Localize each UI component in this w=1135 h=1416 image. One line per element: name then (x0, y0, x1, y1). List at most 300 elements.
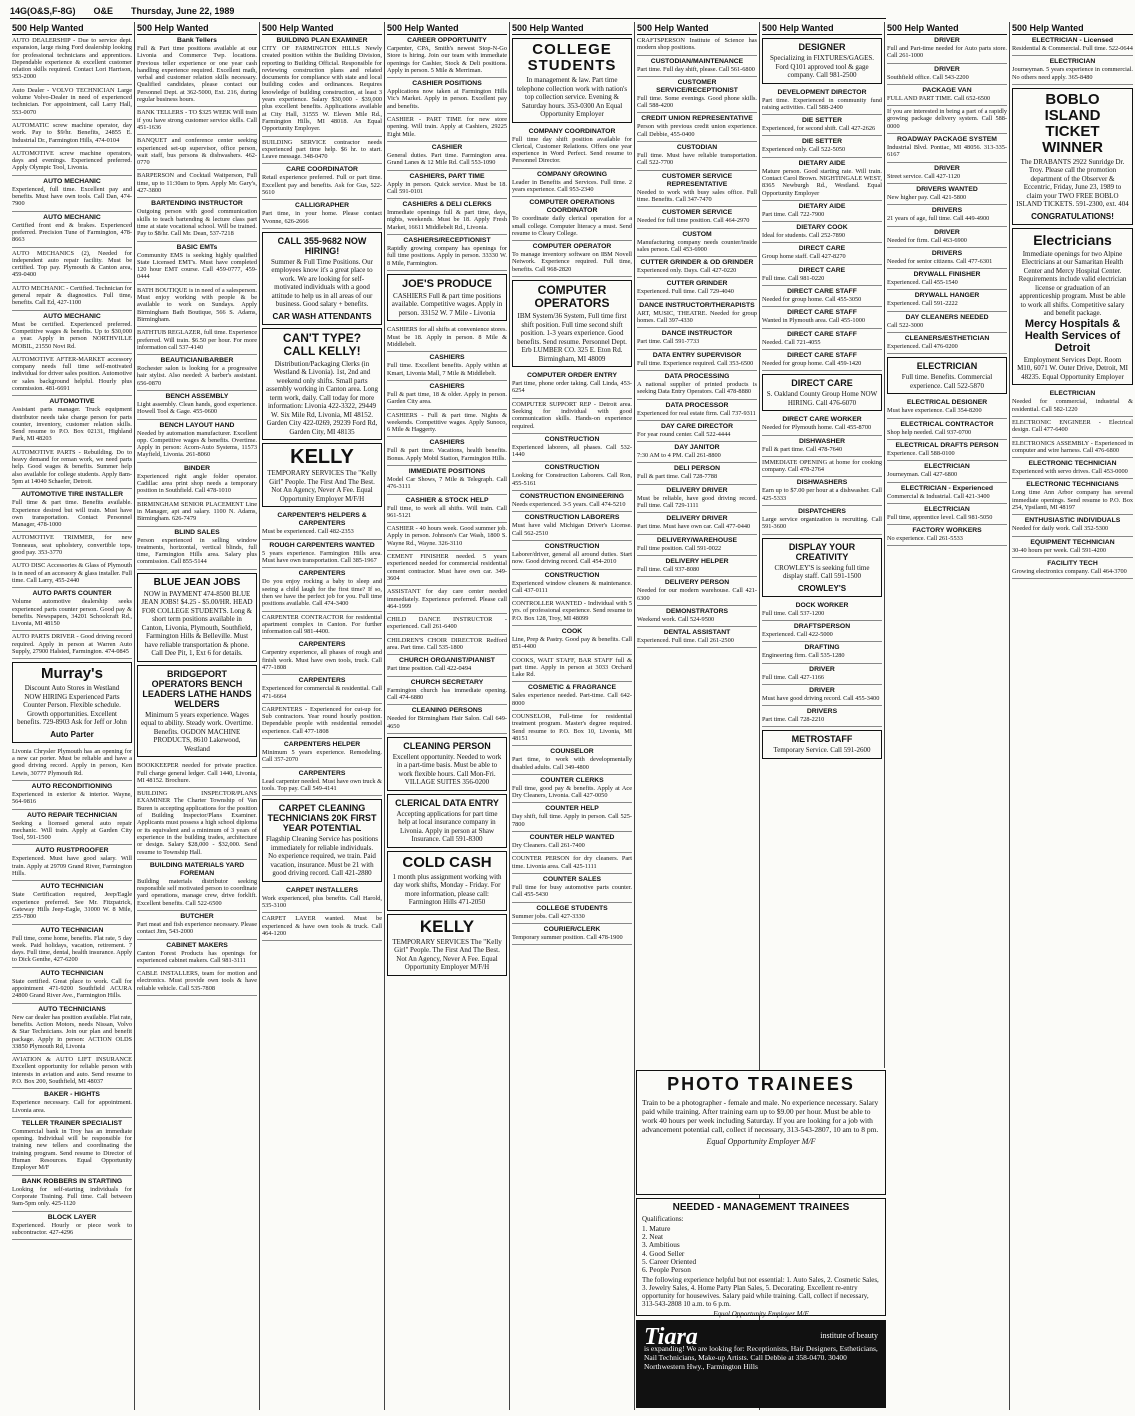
ad-text: Do you enjoy rocking a baby to sleep and seeing a child laugh for the first time? If so, then we have the perfect job for you. Full time positions available. Call 474-3400 (262, 578, 382, 608)
ad-text: Experienced window cleaners & maintenance. Call 437-0111 (512, 579, 632, 594)
ad-title: DRIVERS (931, 249, 963, 257)
classified-ad (137, 940, 257, 969)
classified-ad (12, 631, 132, 659)
classified-ad (762, 457, 882, 478)
ad-text: Needed for commercial, industrial & residential. Call 582-1220 (1012, 398, 1133, 413)
ad-title: AUTO MECHANIC (43, 312, 101, 320)
display-ad (387, 851, 507, 911)
classified-ad (137, 463, 257, 499)
paper-name: O&E (93, 6, 114, 16)
qualification-item: 2. Neat (642, 1232, 664, 1242)
classified-ad (262, 510, 382, 539)
display-ad-body: IBM System/36 System, Full time first shift position. Full time second shift position. 1-3 years experience. Good benefits. Send resume. Personnel Dept. Erb LUMBER CO. 325 E. Eton Rd. Birmingham, MI 48009 (517, 312, 627, 363)
display-ad-title: CLERICAL DATA ENTRY (395, 797, 499, 808)
ad-text: AUTOMOTIVE screw machine operators, days and evenings. Experienced preferred. Apply Olympic Tool, Livonia. (12, 149, 132, 172)
management-trainees-footer: Equal Opportunity Employer M/F (713, 1310, 809, 1319)
ad-title: AUTO TECHNICIAN (40, 883, 104, 891)
classified-ad (387, 381, 507, 410)
ad-text: Experienced. Call 591-2222 (887, 300, 958, 308)
classified-ad (262, 675, 382, 704)
classified-ad (137, 327, 257, 355)
classified-ad (387, 410, 507, 438)
classified-ad (887, 483, 1007, 504)
ad-text: Looking for Construction Laborers. Call Ron, 455-5161 (512, 472, 632, 487)
ad-text: BUILDING SERVICE contractor needs experienced part time help. $6 hr. to start. Leave message. 348-0470 (262, 138, 382, 161)
ad-text: CHILDREN'S CHOIR DIRECTOR Redford area. Part time. Call 535-1800 (387, 636, 507, 652)
ad-text: FULL AND PART TIME. Call 652-6500 (887, 94, 991, 102)
classified-ad (637, 556, 757, 577)
ad-text: Call 522-3000 (887, 321, 924, 329)
column-heading: 500 Help Wanted (137, 22, 257, 35)
classified-ad (512, 491, 632, 512)
classified-ad (12, 532, 132, 560)
ad-title: ELECTRICIAN (1049, 390, 1096, 398)
ad-title: AUTO REPAIR TECHNICIAN (27, 811, 117, 819)
ad-title: DELIVERY/WAREHOUSE (656, 536, 738, 544)
ad-text: CASHIER - PART TIME for new store opening. Will train. Apply at Cashiers, 29225 Eight Mile. (387, 116, 507, 138)
ad-text: Full time. Call 937-8080 (637, 565, 700, 573)
classified-ad (387, 635, 507, 656)
ad-title: DAY JANITOR (674, 444, 720, 452)
ad-title: ROUGH CARPENTERS WANTED (269, 541, 375, 549)
qualification-item: 6. People Person (642, 1265, 691, 1275)
ad-text: For year round center. Call 522-4444 (637, 430, 731, 438)
ad-title: COMPANY COORDINATOR (528, 127, 616, 135)
classified-ad (12, 1118, 132, 1176)
ad-title: CONSTRUCTION ENGINEERING (519, 493, 625, 501)
classified-ad (887, 333, 1007, 354)
ad-title: BENCH LAYOUT HAND (159, 421, 235, 429)
classified-ad (887, 312, 1007, 333)
classified-ad (387, 437, 507, 466)
ad-title: DIE SETTER (801, 138, 843, 146)
ad-text: CASHIER - 40 hours week. Good summer job. Apply in person. Johnson's Car Wash, 1800 S. Wayne Rd., Wayne. 326-3110 (387, 525, 507, 547)
classified-ad (387, 495, 507, 524)
ad-text: Experience necessary. Call for appointment. Livonia area. (12, 1099, 132, 1114)
ad-title: ELECTRICIAN (924, 463, 970, 471)
classified-ad (887, 461, 1007, 482)
ad-title: CUSTOMER SERVICE REPRESENTATIVE (661, 172, 733, 188)
ad-text: Must be experienced. Call 482-2353 (262, 528, 354, 536)
ad-text: CARPENTERS - Experienced for cut-up for. Sub contractors. Year round hourly position. Dependable people with residential remodel experience. Call 477-1808 (262, 705, 382, 735)
ad-title: CARE COORDINATOR (286, 166, 358, 174)
ad-text: Full time. Some evenings. Good phone skills. Call 588-4200 (637, 94, 757, 110)
display-ad-title: KELLY (290, 446, 354, 469)
ad-text: State certified. Great place to work. Call for appointment 471-9200 Southfield ACURA 24800 Grand River Ave., Farmington Hills. (12, 977, 132, 1000)
classified-ad (1012, 56, 1133, 85)
ad-title: BEAUTICIAN/BARBER (160, 357, 234, 365)
ad-title: ROADWAY PACKAGE SYSTEM (897, 136, 997, 144)
ad-text: Part time, to work with developmentally disabled adults. Call 349-4800 (512, 756, 632, 771)
classified-ad (512, 541, 632, 570)
ad-text: Southfield office. Call 543-2200 (887, 73, 969, 81)
ad-title: DEVELOPMENT DIRECTOR (777, 88, 867, 96)
mercy-title: Mercy Hospitals & Health Services of Detroit (1024, 317, 1121, 354)
classified-ad (12, 1004, 132, 1054)
ad-text: COUNTER PERSON for dry cleaners. Part time. Livonia area. Call 425-1111 (512, 855, 632, 870)
classified-ad (762, 436, 882, 457)
ad-text: ELECTRONIC ENGINEER - Electrical design. Call 477-6400 (1012, 418, 1133, 434)
classified-ad (12, 396, 132, 446)
classified-ad (12, 35, 132, 85)
ad-text: CASHIERS - Full & part time. Nights & weekends. Competitive wages. Apply Sunoco, 6 Mile & Haggerty. (387, 411, 507, 434)
ad-text: AUTO MECHANIC - Certified. Technician for general repair & diagnostics. Full time, benefits. Call Ed, 427-1100 (12, 284, 132, 307)
classified-ad (512, 126, 632, 169)
ad-text: BARPERSON and Cocktail Waitperson, Full time, up to 11:30am to 9pm. Apply Mr. Gary's, 427-3800 (137, 172, 257, 195)
classified-ad (12, 248, 132, 283)
classified-ad (12, 354, 132, 396)
ad-text: To manage inventory software on IBM Novell Network. Experience required. Full time, benefits. Call 968-2820 (512, 251, 632, 273)
display-ad (762, 730, 882, 759)
classified-ad (387, 586, 507, 614)
ad-text: Must be reliable, have good driving record. Full time. Call 729-1111 (637, 494, 757, 510)
ad-text: Needed for Plymouth home. Call 455-8700 (762, 424, 872, 432)
classified-ad (12, 1176, 132, 1212)
display-ad (387, 914, 507, 976)
classified-ad (637, 371, 757, 400)
column-heading: 500 Help Wanted (762, 22, 882, 35)
classified-ad (637, 627, 757, 648)
ad-text: Part time. Call 591-7733 (637, 338, 700, 346)
display-ad-title: COMPUTER OPERATORS (534, 283, 610, 311)
classified-ad (512, 370, 632, 399)
ad-text: BATHTUB REGLAZER, full time. Experience preferred. Will train. $6.50 per hour. For more information call 537-4140 (137, 329, 257, 351)
classified-ad (1012, 537, 1133, 558)
classified-ad (762, 286, 882, 307)
ad-title: DIRECT CARE STAFF (787, 288, 857, 296)
display-ad-title: ELECTRICIAN (916, 361, 978, 372)
display-ad-title: CARPET CLEANING TECHNICIANS 20K FIRST YEAR POTENTIAL (267, 803, 377, 834)
display-ad-title: CALL 355-9682 NOW HIRING! (277, 235, 367, 256)
ad-text: Experienced laborers, all phases. Call 532-1440 (512, 443, 632, 459)
ad-title: DRIVERS (806, 708, 838, 716)
classified-ad (137, 499, 257, 527)
ad-text: Needed for Birmingham Hair Salon. Call 649-4650 (387, 715, 507, 730)
ad-title: CARPENTER'S HELPERS & CARPENTERS (277, 512, 367, 528)
ad-title: DANCE INSTRUCTOR (661, 330, 733, 338)
ad-text: Needed for group home. Call 455-3050 (762, 296, 862, 304)
ad-title: DIETARY AIDE (798, 159, 846, 167)
ad-text: Part time. Call 728-2210 (762, 716, 825, 724)
classified-ad (512, 169, 632, 198)
ad-text: Full time day shift position available for Clerical, Customer Relations. Offers one year experience in Word Perfect. Send resume to Personnel Director. (512, 135, 632, 165)
classified-ad (637, 77, 757, 114)
ad-text: Canton Forest Products has openings for experienced cabinet makers. Call 981-3111 (137, 949, 257, 964)
ad-title: DIRECT CARE STAFF (787, 309, 857, 317)
ad-title: CREDIT UNION REPRESENTATIVE (641, 115, 753, 123)
classified-ad (387, 142, 507, 171)
ad-text: BIRMINGHAM SENIOR PLACEMENT Line in Manager, apt and salary. 1100 N. Adams, Birmingham. 626-7479 (137, 500, 257, 523)
classified-ad (887, 269, 1007, 290)
classified-ad (637, 300, 757, 329)
classified-ad (387, 78, 507, 114)
ad-title: DATA PROCESSOR (665, 401, 729, 409)
classified-ad (387, 199, 507, 235)
ad-title: CONSTRUCTION (544, 542, 600, 550)
classified-ad (387, 614, 507, 635)
ad-title: COUNSELOR (550, 748, 594, 756)
ad-title: DIETARY AIDE (798, 202, 846, 210)
ad-text: New car dealer has position available. Flat rate, benefits. Action Motors, needs Nissan, Volvo & Star Technicians. Join our plan and benefit package. Apply in person: ACTION OLDS 33850 Plymouth Rd, Livonia (12, 1013, 132, 1050)
photo-trainees-body: Train to be a photographer - female and male. No experience necessary. Salary paid while training. After training earn up to $9.00 per hour. Must be able to work 40 hours per week including Saturday. If you are looking for a job with advancement potential call, collect if necessary, 313-543-2807, 10 am to 8 pm. (642, 1098, 879, 1134)
ad-title: DATA PROCESSING (664, 372, 730, 380)
classified-ad (1012, 438, 1133, 459)
ad-title: AUTO TECHNICIANS (38, 1005, 106, 1013)
classified-ad (512, 626, 632, 655)
ad-text: Street service. Call 427-1120 (887, 172, 961, 180)
ad-text: CITY OF FARMINGTON HILLS Newly created position within the Building Division, reporting to Building Official. Responsible for reviewing construction plans and related documents for compliance with state and local building codes and ordinances. Requires knowledge of building construction, at least 3 years experience. Salary $30,000 - $39,000 plus excellent benefits. Applications available at City Hall, 31555 W. Eleven Mile Rd., Farmington Hills, MI 48018. An Equal Opportunity Employer. (262, 45, 382, 133)
ad-title: IMMEDIATE POSITIONS (408, 468, 486, 475)
ad-title: DIRECT CARE (798, 266, 846, 274)
classified-ad (762, 600, 882, 621)
ad-title: DIRECT CARE STAFF (787, 351, 857, 359)
ad-text: Temporary summer position. Call 478-1900 (512, 933, 623, 941)
ad-text: Earn up to $7.00 per hour at a dishwasher. Call 425-5333 (762, 487, 882, 502)
display-ad-title: COLD CASH (402, 853, 492, 871)
ad-text: IMMEDIATE OPENING at home for cooking company. Call 478-2764 (762, 458, 882, 474)
ad-title: FACILITY TECH (1047, 559, 1098, 567)
ad-text: Journeyman. 5 years experience in commercial. No others need apply. 365-8480 (1012, 66, 1133, 81)
classified-ad (262, 137, 382, 165)
classified-ad (762, 621, 882, 642)
ad-title: CASHIERS (429, 439, 465, 447)
ad-title: AUTO PARTS COUNTER (32, 590, 112, 598)
ad-text: Needed for group home. Call 459-1420 (762, 359, 862, 367)
ad-text: CARPET LAYER wanted. Must be experienced & have own tools & truck. Call 464-1200 (262, 915, 382, 937)
ad-text: Full & part time. Call 728-7788 (637, 473, 718, 481)
ad-title: CASHIERS & DELI CLERKS (402, 201, 492, 209)
ad-title: DRAFTING (804, 644, 840, 652)
ad-title: CUSTODIAN/MAINTENANCE (650, 57, 744, 65)
ad-title: Bank Tellers (177, 37, 217, 44)
classified-ad (137, 170, 257, 198)
ad-text: 7:30 AM to 4 PM. Call 261-8800 (637, 452, 721, 460)
ad-title: CASHIER & STOCK HELP (405, 496, 489, 504)
classified-ad (762, 87, 882, 116)
display-ad-body: Minimum 5 years experience. Wages equal to ability. Steady work. Overtime. Benefits. OGDON MACHINE PRODUCTS, 8610 Lakewood, Westland (141, 710, 253, 753)
display-ad-body: CROWLEY'S is seeking full time display staff. Call 591-1500 (774, 563, 870, 581)
classified-ad (887, 504, 1007, 525)
ad-title: DIRECT CARE WORKER (782, 416, 862, 424)
ad-text: CHILD DANCE INSTRUCTOR - experienced. Call 261-6400 (387, 616, 507, 631)
ad-text: Full time. Call 427-1166 (762, 673, 825, 681)
classified-ad (512, 924, 632, 945)
ad-text: Farmington church has immediate opening. Call 474-6880 (387, 686, 507, 701)
classified-ad (762, 307, 882, 328)
ad-text: Group home staff. Call 427-8270 (762, 253, 846, 261)
classified-ad (1012, 35, 1133, 56)
classified-ad (637, 207, 757, 228)
ad-text: Seeking a licensed general auto repair mechanic. Will train. Apply at Garden City Tool, 591-1500 (12, 819, 132, 842)
ad-title: CARPET INSTALLERS (286, 886, 358, 894)
ad-text: Full time for busy automotive parts counter. Call 455-5430 (512, 883, 632, 899)
ad-title: DISHWASHERS (796, 479, 848, 487)
ad-text: Minimum 5 years experience. Remodeling. Call 357-2070 (262, 749, 382, 764)
display-ad-body: Temporary Service. Call 591-2600 (773, 746, 871, 755)
ad-text: BATH BOUTIQUE is in need of a salesperson. Must enjoy working with people & be available to work on Sundays. Apply Birmingham Bath Boutique, 566 S. Adams, Birmingham. (137, 286, 257, 323)
tiara-subtitle: institute of beauty (820, 1331, 878, 1340)
ad-title: CASHIERS (429, 382, 465, 390)
classified-ad (387, 171, 507, 200)
classified-ad (12, 1089, 132, 1118)
classified-ad (262, 35, 382, 137)
classified-ad (12, 781, 132, 810)
column-2 (135, 22, 260, 1410)
ad-text: Needed for full time position. Call 464-2970 (637, 217, 750, 225)
classified-ad (137, 35, 257, 107)
management-trainees-body: The following experience helpful but not essential: 1. Auto Sales, 2. Cosmetic Sales, 3. Jewelry Sales, 4. Home Party Plan Sales, 5. Decorating. Excellent re-entry opportunity for housewives. Salary paid while training. Call, collect if necessary, 313-543-2808 10 a.m. to 6 p.m. (642, 1276, 879, 1309)
classified-ad (512, 512, 632, 541)
classified-ad (887, 35, 1007, 64)
ad-text: Model Car Shows, 7 Mile & Telegraph. Call 476-3111 (387, 476, 507, 491)
classified-ad (12, 148, 132, 176)
ad-title: EQUIPMENT TECHNICIAN (1030, 538, 1115, 546)
classified-ad (12, 925, 132, 968)
ad-text: AUTOMATIC screw machine operator, day work. Pay to $9/hr. Benefits, 24855 E. Industrial Dr., Farmington Hills, 474-0104 (12, 121, 132, 144)
ad-title: CASHIER POSITIONS (412, 80, 482, 88)
ad-text: Needed. Call 721-4055 (762, 338, 821, 346)
ad-title: COURIER/CLERK (543, 925, 601, 933)
management-trainees-title: NEEDED - MANAGEMENT TRAINEES (672, 1202, 850, 1213)
classified-ad (637, 56, 757, 77)
ad-text: Full time. Experience required. Call 353-6500 (637, 359, 754, 367)
classified-ad (262, 540, 382, 569)
ad-text: Full & part time, 18 & older. Apply in person. Garden City area. (387, 390, 507, 406)
classified-ad (1012, 558, 1133, 579)
ad-text: CRAFTSPERSON Institute of Science has modern shop positions. (637, 37, 757, 52)
display-ad (262, 328, 382, 441)
classified-ad (887, 163, 1007, 184)
electricians-ad (1012, 228, 1133, 386)
classified-ad (512, 803, 632, 832)
ad-text: Experienced. Call 476-0200 (887, 343, 958, 351)
classified-ad (1012, 458, 1133, 479)
ad-title: ENTHUSIASTIC INDIVIDUALS (1024, 517, 1121, 525)
ad-title: CUTTER GRINDER (666, 280, 728, 288)
ad-title: DELIVERY HELPER (665, 557, 729, 565)
classified-ad (637, 400, 757, 421)
ad-text: Part time. Experienced in community fund raising activities. Call 588-2400 (762, 96, 882, 111)
ad-text: Part time, phone order taking. Call Linda, 453-6254 (512, 380, 632, 395)
ad-title: DIRECT CARE STAFF (787, 330, 857, 338)
ad-text: Looking for self-starting individuals for Corporate Training. Full time. Call between 9am-5pm only. 425-1120 (12, 1185, 132, 1208)
classified-ad (512, 711, 632, 746)
ad-title: CLEANERS/ESTHETICIAN (904, 335, 990, 343)
qualification-item: 5. Career Oriented (642, 1256, 697, 1266)
classified-ad (137, 860, 257, 911)
classified-ad (512, 903, 632, 924)
classified-ad (637, 421, 757, 442)
ad-text: Carpentry experience, all phases of rough and finish work. Must have own tools, truck. Call 477-1808 (262, 649, 382, 671)
ad-title: DELI PERSON (673, 465, 721, 473)
classified-ad (512, 399, 632, 434)
ad-title: CUSTOMER SERVICE/RECEPTIONIST (656, 78, 738, 94)
classified-ad (637, 350, 757, 371)
display-ad (887, 357, 1007, 394)
ad-text: Full time, apprentice level. Call 981-5050 (887, 513, 993, 521)
ad-text: No experience. Call 261-5533 (887, 535, 963, 543)
ad-text: Experienced for real estate firm. Call 737-9311 (637, 409, 756, 417)
display-ad-body: Distribution/Packaging Clerks (in Westland & Livonia). 1st, 2nd and weekend only shifts. Small parts assembly working in Canton area. Long term work, daily. Call today for more information: Livonia 422-3322, 29449 W. Six Mile Rd, Livonia, MI 48152. Garden City 422-0269, 29239 Ford Rd, Garden City, MI 48135 (266, 359, 378, 436)
ad-text: Experienced, full time. Excellent pay and benefits. Must have own tools. Call Dan, 474-7900 (12, 185, 132, 208)
ad-text: Community EMS is seeking highly qualified State Licensed EMT's. Must have completed 120 hour EMT course. Call 459-0777, 459-0444 (137, 251, 257, 281)
ad-title: CALLIGRAPHER (295, 202, 349, 210)
classified-ad (637, 535, 757, 556)
classified-ad (262, 913, 382, 941)
ad-text: Assistant parts manager. Truck equipment distributor needs take charge person for parts counter, inventory, customer relation skills. Send resume to P.O. Box 02131, Highland Park, MI 48203 (12, 406, 132, 443)
classified-ad (387, 114, 507, 142)
display-ad-title: Murray's (41, 665, 103, 683)
classified-ad (637, 257, 757, 278)
classified-ad (512, 775, 632, 804)
ad-text: Needed by automation manufacturer. Excellent opp. Competitive wages & benefits. Overtime. Apply in person: Acorn-Auto Systems, 11573 Mayfield, Livonia. 261-8060 (137, 429, 257, 459)
ad-text: 5 years experience. Farmington Hills area. Must have own transportation. Call 385-1967 (262, 549, 382, 565)
ad-title: DIE SETTER (801, 117, 843, 125)
classified-ad (887, 106, 1007, 134)
ad-text: AUTOMOTIVE TRIMMER, for new Tonneaus, seat upholstery, convertible tops, good pay. 353-3770 (12, 534, 132, 557)
classified-ad (12, 588, 132, 631)
classified-ad (762, 642, 882, 663)
classified-ad (1012, 515, 1133, 536)
ad-text: Light assembly. Clean hands, good experience. Howell Tool & Gage. 455-0600 (137, 400, 257, 416)
ad-text: Auto Dealer - VOLVO TECHNICIAN Large volume Volvo-Dealer in need of experienced technician. For appointment, call Larry Hall, 553-0070 (12, 86, 132, 116)
classified-ad (387, 352, 507, 381)
classified-ad (887, 397, 1007, 418)
display-ad (137, 573, 257, 662)
ad-title: COMPUTER OPERATOR (532, 243, 612, 251)
classified-ad (887, 419, 1007, 440)
ad-text: Large service organization is recruiting. Call 591-3600 (762, 516, 882, 531)
boblo-title: BOBLO ISLAND TICKET WINNER (1042, 90, 1103, 156)
ad-text: ASSISTANT for day care center needed immediately. Experience preferred. Please call 464-1999 (387, 588, 507, 610)
ad-title: DIETARY COOK (796, 224, 848, 232)
ad-text: Lead carpenter needed. Must have own truck & tools. Top pay. Call 549-4141 (262, 777, 382, 792)
display-ad-body: 1 month plus assignment working with day work shifts, Monday - Friday. For more information, please call: Farmington Hills 471-2050 (392, 872, 502, 907)
ad-text: COMPUTER SUPPORT REP - Detroit area. Seeking for individual with good communication skills. Hands-on experience required. (512, 400, 632, 430)
classified-ad (137, 135, 257, 170)
ad-title: CARPENTERS (298, 570, 346, 578)
display-ad-title: DESIGNER (798, 42, 846, 52)
ad-text: Must have good driving record. Call 455-3400 (762, 694, 880, 702)
classified-ad (637, 171, 757, 208)
column-8 (885, 22, 1010, 1410)
classified-ad (887, 227, 1007, 248)
display-ad-title: BRIDGEPORT OPERATORS BENCH LEADERS LATHE HANDS WELDERS (142, 668, 252, 709)
ad-text: A national supplier of printed products is seeking Data Entry Operators. Call 478-8880 (637, 380, 757, 396)
column-heading: 500 Help Wanted (12, 22, 132, 35)
classified-ad (762, 329, 882, 350)
ad-title: DAY CLEANERS NEEDED (905, 313, 989, 321)
mercy-body: Employment Services Dept. Room M10, 6071 W. Outer Drive, Detroit, MI 48235. Equal Opportunity Employer (1017, 355, 1128, 381)
ad-text: Leader in Benefits and Services. Full time. 2 years experience. Call 953-2340 (512, 178, 632, 193)
ad-text: CARPENTER CONTRACTOR for residential apartment complex in Canton. For further information call 981-4400. (262, 613, 382, 636)
ad-text: Needed to work with busy sales office. Full time. Benefits. Call 347-7470 (637, 188, 757, 203)
ad-title: BASIC EMTs (176, 243, 218, 251)
ad-text: Experience. Call 588-0100 (887, 449, 955, 457)
ad-text: Experienced only. Call 522-5050 (762, 146, 846, 154)
classified-ad (137, 968, 257, 996)
ad-title: CARPENTERS (298, 677, 346, 685)
classified-ad (637, 513, 757, 534)
classified-ad (387, 705, 507, 734)
ad-text: Full time position. Call 591-0022 (637, 544, 722, 552)
classified-ad (512, 746, 632, 775)
ad-text: Part time. Full day shift, please. Call 561-6800 (637, 65, 755, 73)
ad-text: Experienced, for second shift. Call 427-2626 (762, 125, 876, 133)
classified-ad (262, 200, 382, 229)
ad-title: AUTO TECHNICIAN (40, 926, 104, 934)
display-ad-title: COLLEGE STUDENTS (527, 41, 617, 74)
